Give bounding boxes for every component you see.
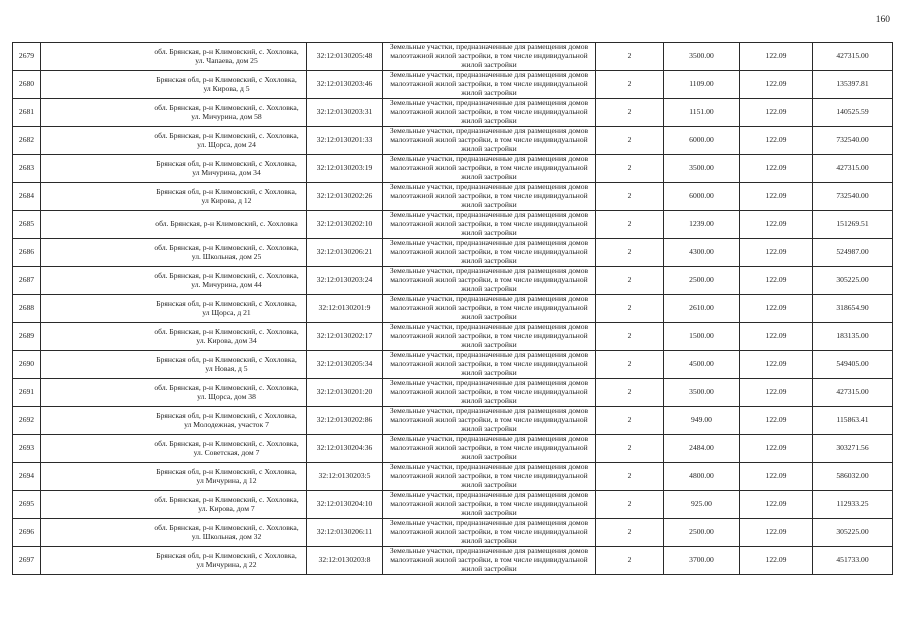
land-use-cell: Земельные участки, предназначенные для размещения домов малоэтажной жилой застройки, в том числе индивидуальной жилой застройки bbox=[383, 183, 596, 211]
row-number-cell: 2693 bbox=[13, 435, 41, 463]
unit-value-cell: 122.09 bbox=[740, 351, 813, 379]
address-line: Брянская обл, р-н Климовский, с Хохловка, bbox=[156, 74, 297, 84]
unit-value-cell: 122.09 bbox=[740, 519, 813, 547]
row-number-cell: 2697 bbox=[13, 547, 41, 575]
address-cell bbox=[41, 547, 307, 575]
group-cell: 2 bbox=[596, 323, 664, 351]
address-line: ул. Мичурина, дом 58 bbox=[191, 111, 262, 121]
address-line: Брянская обл, р-н Климовский, с Хохловка, bbox=[156, 550, 297, 560]
address-line: обл. Брянская, р-н Климовский, с. Хохловка, bbox=[154, 242, 299, 252]
land-use-cell: Земельные участки, предназначенные для размещения домов малоэтажной жилой застройки, в том числе индивидуальной жилой застройки bbox=[383, 323, 596, 351]
address-line: ул. Школьная, дом 32 bbox=[191, 531, 262, 541]
land-use-cell: Земельные участки, предназначенные для размещения домов малоэтажной жилой застройки, в том числе индивидуальной жилой застройки bbox=[383, 239, 596, 267]
land-use-cell: Земельные участки, предназначенные для размещения домов малоэтажной жилой застройки, в том числе индивидуальной жилой застройки bbox=[383, 43, 596, 71]
area-cell: 6000.00 bbox=[664, 183, 740, 211]
unit-value-cell: 122.09 bbox=[740, 43, 813, 71]
unit-value-cell: 122.09 bbox=[740, 407, 813, 435]
row-number-cell: 2692 bbox=[13, 407, 41, 435]
row-number-cell: 2690 bbox=[13, 351, 41, 379]
table-row bbox=[13, 463, 893, 491]
cadastral-number-cell: 32:12:0130204:10 bbox=[307, 491, 383, 519]
address-cell bbox=[41, 519, 307, 547]
land-use-cell: Земельные участки, предназначенные для размещения домов малоэтажной жилой застройки, в том числе индивидуальной жилой застройки bbox=[383, 127, 596, 155]
address-cell bbox=[41, 463, 307, 491]
address-cell bbox=[41, 183, 307, 211]
area-cell: 3500.00 bbox=[664, 155, 740, 183]
cadastral-number-cell: 32:12:0130203:8 bbox=[307, 547, 383, 575]
group-cell: 2 bbox=[596, 267, 664, 295]
unit-value-cell: 122.09 bbox=[740, 379, 813, 407]
total-value-cell: 732540.00 bbox=[813, 127, 893, 155]
land-use-cell: Земельные участки, предназначенные для размещения домов малоэтажной жилой застройки, в том числе индивидуальной жилой застройки bbox=[383, 295, 596, 323]
area-cell: 4500.00 bbox=[664, 351, 740, 379]
address-line: ул. Щорса, дом 24 bbox=[197, 139, 256, 149]
address-cell bbox=[41, 351, 307, 379]
address-cell bbox=[41, 239, 307, 267]
group-cell: 2 bbox=[596, 239, 664, 267]
total-value-cell: 427315.00 bbox=[813, 155, 893, 183]
table-row bbox=[13, 295, 893, 323]
land-use-cell: Земельные участки, предназначенные для размещения домов малоэтажной жилой застройки, в том числе индивидуальной жилой застройки bbox=[383, 71, 596, 99]
group-cell: 2 bbox=[596, 183, 664, 211]
table-row bbox=[13, 127, 893, 155]
address-cell bbox=[41, 71, 307, 99]
group-cell: 2 bbox=[596, 211, 664, 239]
row-number-cell: 2680 bbox=[13, 71, 41, 99]
address-line: ул Молодежная, участок 7 bbox=[184, 419, 269, 429]
address-line: ул Щорса, д 21 bbox=[202, 307, 251, 317]
address-cell bbox=[41, 267, 307, 295]
area-cell: 1500.00 bbox=[664, 323, 740, 351]
unit-value-cell: 122.09 bbox=[740, 127, 813, 155]
area-cell: 1151.00 bbox=[664, 99, 740, 127]
land-use-cell: Земельные участки, предназначенные для размещения домов малоэтажной жилой застройки, в том числе индивидуальной жилой застройки bbox=[383, 379, 596, 407]
page-number: 160 bbox=[875, 15, 890, 25]
unit-value-cell: 122.09 bbox=[740, 155, 813, 183]
table-row bbox=[13, 239, 893, 267]
unit-value-cell: 122.09 bbox=[740, 491, 813, 519]
address-line: ул. Школьная, дом 25 bbox=[191, 251, 262, 261]
row-number-cell: 2694 bbox=[13, 463, 41, 491]
row-number-cell: 2684 bbox=[13, 183, 41, 211]
table-row bbox=[13, 407, 893, 435]
table-row bbox=[13, 183, 893, 211]
unit-value-cell: 122.09 bbox=[740, 435, 813, 463]
area-cell: 1239.00 bbox=[664, 211, 740, 239]
total-value-cell: 305225.00 bbox=[813, 267, 893, 295]
address-cell bbox=[41, 407, 307, 435]
address-line: Брянская обл, р-н Климовский, с Хохловка, bbox=[156, 354, 297, 364]
address-line: ул Мичурина, д 22 bbox=[196, 559, 257, 569]
address-cell bbox=[41, 155, 307, 183]
area-cell: 925.00 bbox=[664, 491, 740, 519]
cadastral-number-cell: 32:12:0130205:48 bbox=[307, 43, 383, 71]
area-cell: 2500.00 bbox=[664, 519, 740, 547]
table-row bbox=[13, 435, 893, 463]
group-cell: 2 bbox=[596, 127, 664, 155]
table-row bbox=[13, 547, 893, 575]
row-number-cell: 2687 bbox=[13, 267, 41, 295]
address-line: обл. Брянская, р-н Климовский, с. Хохловка, bbox=[154, 102, 299, 112]
total-value-cell: 135397.81 bbox=[813, 71, 893, 99]
unit-value-cell: 122.09 bbox=[740, 183, 813, 211]
address-line: Брянская обл, р-н Климовский, с Хохловка, bbox=[156, 158, 297, 168]
row-number-cell: 2681 bbox=[13, 99, 41, 127]
area-cell: 2610.00 bbox=[664, 295, 740, 323]
cadastral-number-cell: 32:12:0130202:26 bbox=[307, 183, 383, 211]
table-row bbox=[13, 323, 893, 351]
land-use-cell: Земельные участки, предназначенные для размещения домов малоэтажной жилой застройки, в том числе индивидуальной жилой застройки bbox=[383, 211, 596, 239]
table-row bbox=[13, 155, 893, 183]
group-cell: 2 bbox=[596, 435, 664, 463]
cadastral-number-cell: 32:12:0130202:17 bbox=[307, 323, 383, 351]
unit-value-cell: 122.09 bbox=[740, 323, 813, 351]
group-cell: 2 bbox=[596, 547, 664, 575]
address-line: Брянская обл, р-н Климовский, с Хохловка, bbox=[156, 186, 297, 196]
group-cell: 2 bbox=[596, 407, 664, 435]
total-value-cell: 303271.56 bbox=[813, 435, 893, 463]
total-value-cell: 732540.00 bbox=[813, 183, 893, 211]
address-line: ул. Мичурина, дом 44 bbox=[191, 279, 262, 289]
total-value-cell: 451733.00 bbox=[813, 547, 893, 575]
address-line: ул Новая, д 5 bbox=[205, 363, 248, 373]
address-line: ул. Щорса, дом 38 bbox=[197, 391, 256, 401]
unit-value-cell: 122.09 bbox=[740, 295, 813, 323]
land-use-cell: Земельные участки, предназначенные для размещения домов малоэтажной жилой застройки, в том числе индивидуальной жилой застройки bbox=[383, 491, 596, 519]
cadastral-number-cell: 32:12:0130206:21 bbox=[307, 239, 383, 267]
row-number-cell: 2691 bbox=[13, 379, 41, 407]
address-cell bbox=[41, 295, 307, 323]
cadastral-number-cell: 32:12:0130206:11 bbox=[307, 519, 383, 547]
group-cell: 2 bbox=[596, 43, 664, 71]
address-line: ул Кирова, д 5 bbox=[203, 83, 250, 93]
area-cell: 1109.00 bbox=[664, 71, 740, 99]
address-line: Брянская обл, р-н Климовский, с Хохловка, bbox=[156, 298, 297, 308]
total-value-cell: 427315.00 bbox=[813, 379, 893, 407]
address-cell bbox=[41, 379, 307, 407]
total-value-cell: 524987.00 bbox=[813, 239, 893, 267]
address-cell bbox=[41, 491, 307, 519]
area-cell: 4800.00 bbox=[664, 463, 740, 491]
total-value-cell: 112933.25 bbox=[813, 491, 893, 519]
table-row bbox=[13, 379, 893, 407]
land-use-cell: Земельные участки, предназначенные для размещения домов малоэтажной жилой застройки, в том числе индивидуальной жилой застройки bbox=[383, 547, 596, 575]
land-use-cell: Земельные участки, предназначенные для размещения домов малоэтажной жилой застройки, в том числе индивидуальной жилой застройки bbox=[383, 435, 596, 463]
address-cell bbox=[41, 435, 307, 463]
row-number-cell: 2683 bbox=[13, 155, 41, 183]
row-number-cell: 2682 bbox=[13, 127, 41, 155]
row-number-cell: 2689 bbox=[13, 323, 41, 351]
total-value-cell: 305225.00 bbox=[813, 519, 893, 547]
total-value-cell: 318654.90 bbox=[813, 295, 893, 323]
row-number-cell: 2696 bbox=[13, 519, 41, 547]
group-cell: 2 bbox=[596, 351, 664, 379]
group-cell: 2 bbox=[596, 99, 664, 127]
total-value-cell: 427315.00 bbox=[813, 43, 893, 71]
unit-value-cell: 122.09 bbox=[740, 463, 813, 491]
address-line: ул. Кирова, дом 7 bbox=[198, 503, 255, 513]
unit-value-cell: 122.09 bbox=[740, 211, 813, 239]
cadastral-number-cell: 32:12:0130202:10 bbox=[307, 211, 383, 239]
cadastral-number-cell: 32:12:0130205:34 bbox=[307, 351, 383, 379]
address-line: обл. Брянская, р-н Климовский, с. Хохловка, bbox=[154, 438, 299, 448]
group-cell: 2 bbox=[596, 463, 664, 491]
unit-value-cell: 122.09 bbox=[740, 71, 813, 99]
address-cell bbox=[41, 323, 307, 351]
group-cell: 2 bbox=[596, 519, 664, 547]
address-line: обл. Брянская, р-н Климовский, с. Хохловка, bbox=[154, 270, 299, 280]
group-cell: 2 bbox=[596, 155, 664, 183]
table-row bbox=[13, 519, 893, 547]
group-cell: 2 bbox=[596, 491, 664, 519]
address-line: обл. Брянская, р-н Климовский, с. Хохловка bbox=[155, 219, 298, 229]
area-cell: 6000.00 bbox=[664, 127, 740, 155]
row-number-cell: 2695 bbox=[13, 491, 41, 519]
area-cell: 4300.00 bbox=[664, 239, 740, 267]
address-line: обл. Брянская, р-н Климовский, с. Хохловка, bbox=[154, 522, 299, 532]
cadastral-number-cell: 32:12:0130204:36 bbox=[307, 435, 383, 463]
address-line: обл. Брянская, р-н Климовский, с. Хохловка, bbox=[154, 130, 299, 140]
address-line: обл. Брянская, р-н Климовский, с. Хохловка, bbox=[154, 382, 299, 392]
area-cell: 3500.00 bbox=[664, 379, 740, 407]
area-cell: 2484.00 bbox=[664, 435, 740, 463]
table-row bbox=[13, 351, 893, 379]
group-cell: 2 bbox=[596, 295, 664, 323]
total-value-cell: 151269.51 bbox=[813, 211, 893, 239]
address-line: Брянская обл, р-н Климовский, с Хохловка, bbox=[156, 410, 297, 420]
table-row bbox=[13, 43, 893, 71]
total-value-cell: 115863.41 bbox=[813, 407, 893, 435]
area-cell: 3700.00 bbox=[664, 547, 740, 575]
row-number-cell: 2679 bbox=[13, 43, 41, 71]
table-row bbox=[13, 267, 893, 295]
unit-value-cell: 122.09 bbox=[740, 267, 813, 295]
address-line: обл. Брянская, р-н Климовский, с. Хохловка, bbox=[154, 494, 299, 504]
cadastral-number-cell: 32:12:0130201:20 bbox=[307, 379, 383, 407]
land-plots-table bbox=[12, 42, 893, 575]
land-use-cell: Земельные участки, предназначенные для размещения домов малоэтажной жилой застройки, в том числе индивидуальной жилой застройки bbox=[383, 351, 596, 379]
land-use-cell: Земельные участки, предназначенные для размещения домов малоэтажной жилой застройки, в том числе индивидуальной жилой застройки bbox=[383, 267, 596, 295]
address-line: ул Кирова, д 12 bbox=[201, 195, 252, 205]
address-cell bbox=[41, 211, 307, 239]
land-use-cell: Земельные участки, предназначенные для размещения домов малоэтажной жилой застройки, в том числе индивидуальной жилой застройки bbox=[383, 155, 596, 183]
row-number-cell: 2688 bbox=[13, 295, 41, 323]
total-value-cell: 140525.59 bbox=[813, 99, 893, 127]
unit-value-cell: 122.09 bbox=[740, 99, 813, 127]
cadastral-number-cell: 32:12:0130203:19 bbox=[307, 155, 383, 183]
row-number-cell: 2685 bbox=[13, 211, 41, 239]
table-row bbox=[13, 211, 893, 239]
unit-value-cell: 122.09 bbox=[740, 239, 813, 267]
land-use-cell: Земельные участки, предназначенные для размещения домов малоэтажной жилой застройки, в том числе индивидуальной жилой застройки bbox=[383, 99, 596, 127]
land-use-cell: Земельные участки, предназначенные для размещения домов малоэтажной жилой застройки, в том числе индивидуальной жилой застройки bbox=[383, 519, 596, 547]
cadastral-number-cell: 32:12:0130203:24 bbox=[307, 267, 383, 295]
total-value-cell: 549405.00 bbox=[813, 351, 893, 379]
unit-value-cell: 122.09 bbox=[740, 547, 813, 575]
cadastral-number-cell: 32:12:0130202:86 bbox=[307, 407, 383, 435]
total-value-cell: 586032.00 bbox=[813, 463, 893, 491]
address-line: Брянская обл, р-н Климовский, с Хохловка, bbox=[156, 466, 297, 476]
land-use-cell: Земельные участки, предназначенные для размещения домов малоэтажной жилой застройки, в том числе индивидуальной жилой застройки bbox=[383, 407, 596, 435]
cadastral-number-cell: 32:12:0130203:31 bbox=[307, 99, 383, 127]
group-cell: 2 bbox=[596, 71, 664, 99]
cadastral-number-cell: 32:12:0130201:9 bbox=[307, 295, 383, 323]
group-cell: 2 bbox=[596, 379, 664, 407]
address-line: обл. Брянская, р-н Климовский, с. Хохловка, bbox=[154, 46, 299, 56]
address-cell bbox=[41, 127, 307, 155]
area-cell: 2500.00 bbox=[664, 267, 740, 295]
total-value-cell: 183135.00 bbox=[813, 323, 893, 351]
cadastral-number-cell: 32:12:0130203:5 bbox=[307, 463, 383, 491]
area-cell: 949.00 bbox=[664, 407, 740, 435]
address-line: ул. Советская, дом 7 bbox=[193, 447, 260, 457]
table-row bbox=[13, 491, 893, 519]
cadastral-number-cell: 32:12:0130201:33 bbox=[307, 127, 383, 155]
address-line: ул Мичурина, д 12 bbox=[196, 475, 257, 485]
address-line: обл. Брянская, р-н Климовский, с. Хохловка, bbox=[154, 326, 299, 336]
address-line: ул. Чапаева, дом 25 bbox=[195, 55, 258, 65]
address-line: ул. Кирова, дом 34 bbox=[196, 335, 257, 345]
table-row bbox=[13, 99, 893, 127]
address-cell bbox=[41, 43, 307, 71]
cadastral-number-cell: 32:12:0130203:46 bbox=[307, 71, 383, 99]
address-cell bbox=[41, 99, 307, 127]
table-row bbox=[13, 71, 893, 99]
land-use-cell: Земельные участки, предназначенные для размещения домов малоэтажной жилой застройки, в том числе индивидуальной жилой застройки bbox=[383, 463, 596, 491]
address-line: ул Мичурина, дом 34 bbox=[192, 167, 261, 177]
row-number-cell: 2686 bbox=[13, 239, 41, 267]
area-cell: 3500.00 bbox=[664, 43, 740, 71]
